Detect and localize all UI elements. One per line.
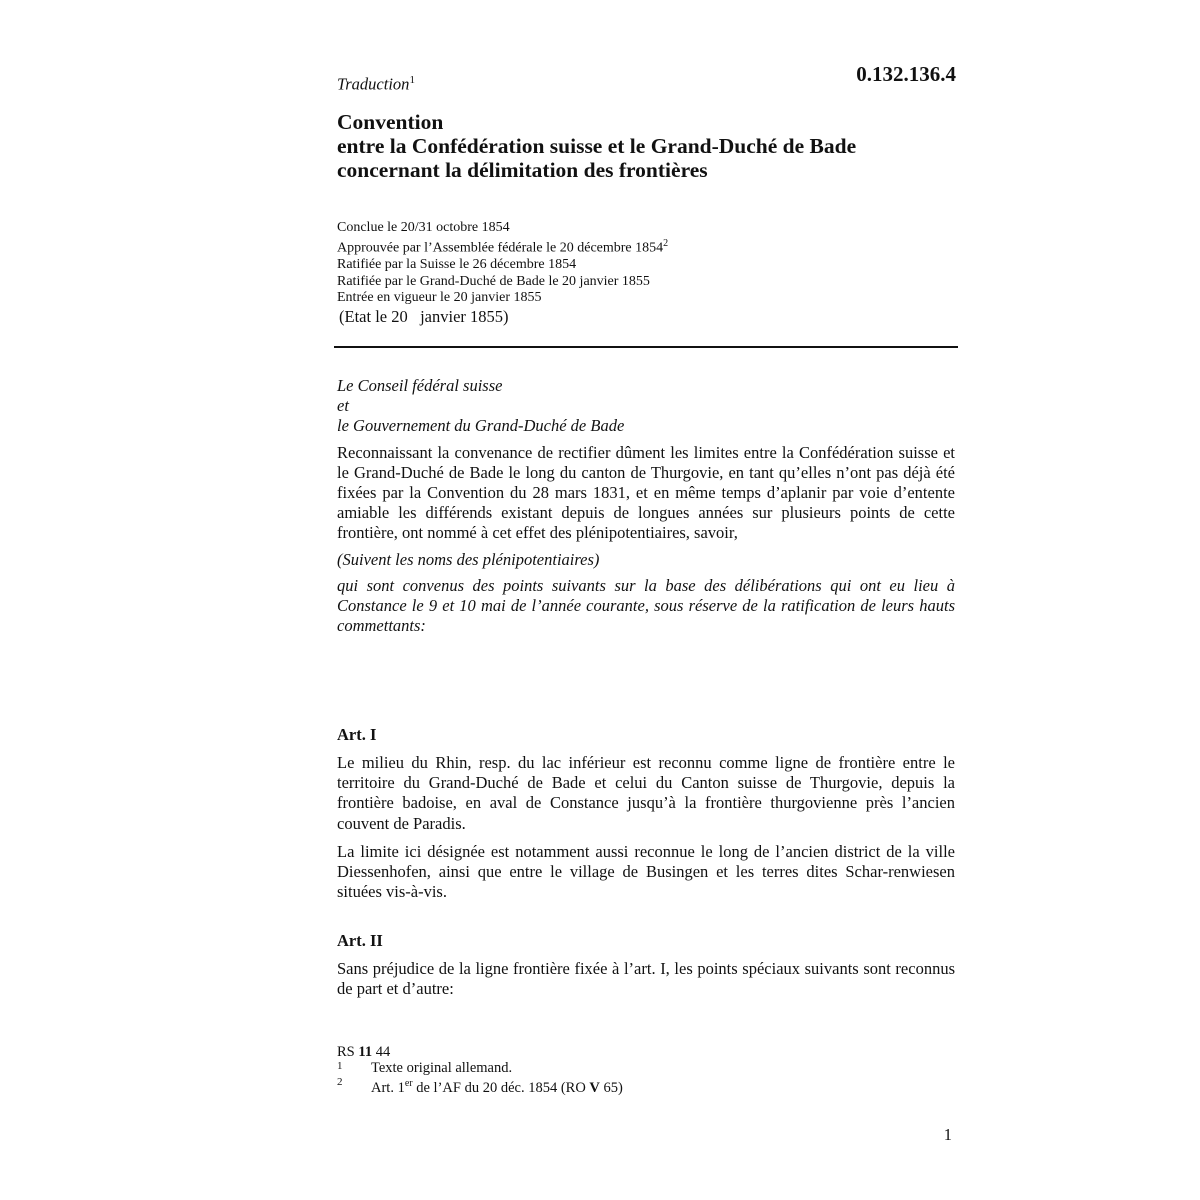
- footnote-2: [337, 1076, 623, 1096]
- preamble-text: Reconnaissant la convenance de rectifier dûment les limites entre la Confédération suisse et le Grand-Duché de Bade le long du canton de Thurgovie, en tant qu’elles n’ont pas déjà été fixées par la Convention du 28 mars 1831, et en même temps d’aplanir par voie d’entente amiable les différends existant depuis de longues années sur plusieurs points de cette frontière, ont nommé à cet effet des plénipotentiaires, savoir,: [337, 442, 955, 543]
- article-2-heading: Art. II: [337, 931, 383, 950]
- article-2-paragraph-1: Sans préjudice de la ligne frontière fixée à l’art. I, les points spéciaux suivants sont reconnus de part et d’autre:: [337, 959, 955, 999]
- document-number: 0.132.136.4: [856, 62, 956, 86]
- page-number: 1: [943, 1125, 952, 1144]
- title-line-2: entre la Confédération suisse et le Grand-Duché de Bade: [337, 134, 857, 158]
- footnote-1: [337, 1060, 623, 1076]
- footnote-2-number: 2: [337, 1076, 343, 1088]
- party-conjunction: et: [337, 396, 349, 416]
- plenipotentiaries-note: (Suivent les noms des plénipotentiaires): [337, 549, 600, 569]
- article-1-paragraph-2: La limite ici désignée est notamment aussi reconnue le long de l’ancien district de la ville Diessenhofen, ainsi que entre le village de Busingen et les terres dites Schar-renwiesen situées vis-à-vis.: [337, 841, 955, 902]
- party-1: Le Conseil fédéral suisse: [337, 376, 503, 395]
- article-2: [337, 931, 955, 999]
- article-1: [337, 725, 955, 902]
- footnote-2-bold: V: [589, 1079, 600, 1096]
- footnote-1-text: Texte original allemand.: [371, 1060, 513, 1076]
- meta-ratifiee-suisse: Ratifiée par la Suisse le 26 décembre 1854: [337, 257, 577, 273]
- preamble: [337, 376, 955, 636]
- meta-approuvee-text: Approuvée par l’Assemblée fédérale le 20 décembre 1854: [337, 240, 664, 256]
- footnote-2-part-b: de l’AF du 20 déc. 1854 (RO: [412, 1079, 590, 1096]
- meta-approuvee: [337, 236, 668, 257]
- footnote-ref-2: 2: [663, 238, 669, 250]
- meta-entree: Entrée en vigueur le 20 janvier 1855: [337, 289, 542, 305]
- title-line-3: concernant la délimitation des frontières: [337, 158, 708, 182]
- document-title: [337, 110, 958, 182]
- rs-volume: 11: [358, 1044, 373, 1060]
- footnote-2-part-c: 65): [599, 1079, 623, 1096]
- document-page: [337, 0, 958, 1200]
- article-1-paragraph-1: Le milieu du Rhin, resp. du lac inférieur est reconnu comme ligne de frontière entre le territoire du Grand-Duché de Bade et celui du Canton suisse de Thurgovie, depuis la frontière badoise, en aval de Constance jusqu’à la frontière thurgovienne près l’ancien couvent de Paradis.: [337, 753, 955, 833]
- document-header: [337, 62, 958, 102]
- rs-prefix: RS: [337, 1044, 359, 1060]
- article-1-heading: Art. I: [337, 725, 377, 744]
- title-line-1: Convention: [337, 110, 444, 134]
- preamble-agreement: qui sont convenus des points suivants sur la base des délibérations qui ont eu lieu à Constance le 9 et 10 mai de l’année courante, sous réserve de la ratification de leurs hauts commettants:: [337, 575, 955, 636]
- meta-conclue: Conclue le 20/31 octobre 1854: [337, 220, 510, 235]
- footnote-1-number: 1: [337, 1060, 343, 1072]
- horizontal-divider: [334, 346, 958, 348]
- translation-text: Traduction: [337, 74, 410, 94]
- footnotes: [337, 1044, 623, 1096]
- rs-reference: [337, 1044, 623, 1060]
- translation-label: [337, 74, 415, 95]
- rs-suffix: 44: [372, 1044, 391, 1060]
- status-date: (Etat le 20 janvier 1855): [339, 307, 509, 326]
- footnote-ref-1: 1: [409, 74, 415, 86]
- treaty-metadata: [337, 220, 668, 306]
- party-2: le Gouvernement du Grand-Duché de Bade: [337, 416, 625, 436]
- footnote-2-sup: er: [404, 1078, 413, 1089]
- meta-ratifiee-bade: Ratifiée par le Grand-Duché de Bade le 20 janvier 1855: [337, 273, 650, 289]
- footnote-2-part-a: Art. 1: [371, 1079, 405, 1096]
